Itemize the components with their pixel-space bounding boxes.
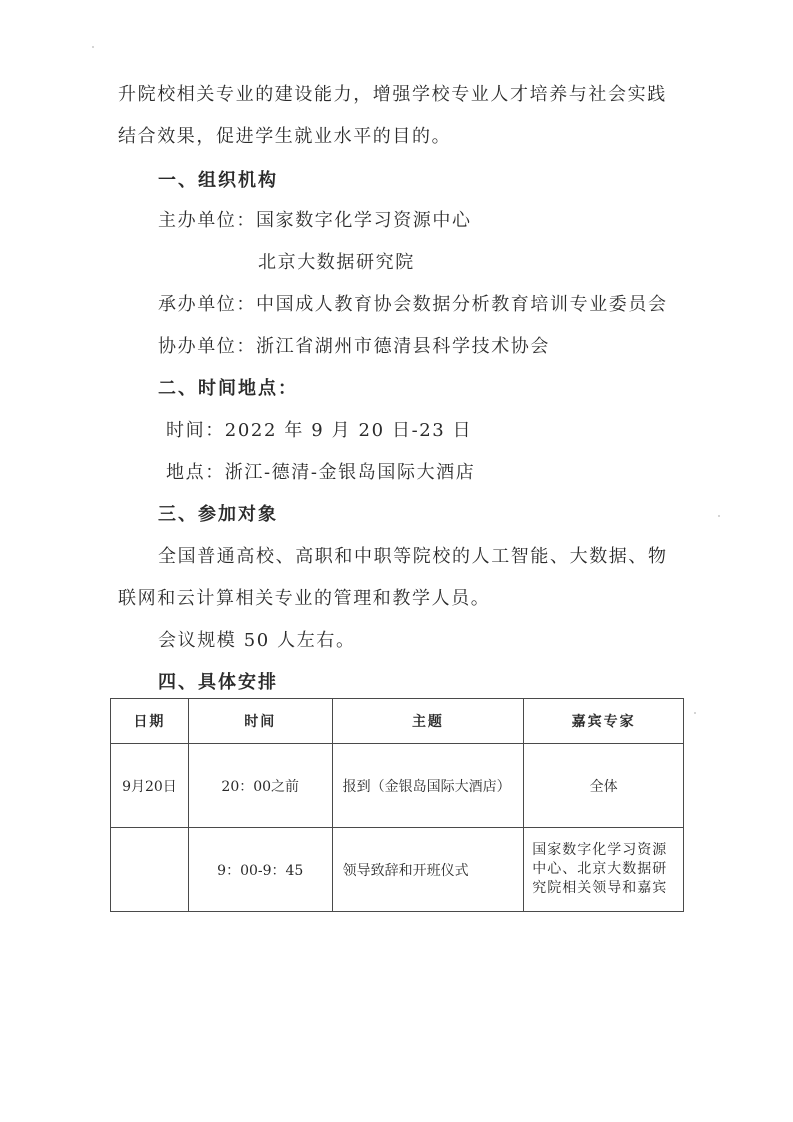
participants-line-2: 联网和云计算相关专业的管理和教学人员。	[118, 588, 491, 609]
co-organizer-unit-line: 协办单位：浙江省湖州市德清县科学技术协会	[158, 336, 550, 357]
section-heading-organization: 一、组织机构	[158, 170, 278, 191]
section-heading-time-place: 二、时间地点：	[158, 378, 298, 399]
cell-guests: 国家数字化学习资源中心、北京大数据研究院相关领导和嘉宾	[524, 828, 684, 912]
body-text-line: 升院校相关专业的建设能力，增强学校专业人才培养与社会实践	[118, 84, 667, 105]
table-row	[111, 744, 684, 828]
scan-speck	[92, 46, 94, 48]
place-line: 地点：浙江-德清-金银岛国际大酒店	[166, 462, 476, 483]
table-row	[111, 828, 684, 912]
header-guests: 嘉宾专家	[524, 699, 684, 744]
section-heading-schedule: 四、具体安排	[158, 672, 278, 693]
cell-time: 20：00之前	[188, 744, 332, 828]
scan-speck	[694, 712, 696, 714]
meeting-scale-line: 会议规模 50 人左右。	[158, 630, 356, 651]
body-text-line: 结合效果，促进学生就业水平的目的。	[118, 126, 452, 147]
time-line: 时间：2022 年 9 月 20 日-23 日	[166, 420, 473, 441]
cell-topic: 领导致辞和开班仪式	[332, 828, 524, 912]
host-unit-line: 主办单位：国家数字化学习资源中心	[158, 210, 472, 231]
cell-time: 9：00-9：45	[188, 828, 332, 912]
host-unit-line-2: 北京大数据研究院	[258, 252, 415, 273]
participants-line: 全国普通高校、高职和中职等院校的人工智能、大数据、物	[158, 546, 668, 567]
table-header-row	[111, 699, 684, 744]
cell-guests: 全体	[524, 744, 684, 828]
cell-date	[111, 828, 189, 912]
organizer-unit-line: 承办单位：中国成人教育协会数据分析教育培训专业委员会	[158, 294, 668, 315]
header-time: 时间	[188, 699, 332, 744]
cell-date: 9月20日	[111, 744, 189, 828]
cell-topic: 报到（金银岛国际大酒店）	[332, 744, 524, 828]
header-date: 日期	[111, 699, 189, 744]
scan-speck	[718, 515, 720, 517]
header-topic: 主题	[332, 699, 524, 744]
section-heading-participants: 三、参加对象	[158, 504, 278, 525]
schedule-table	[110, 698, 684, 912]
